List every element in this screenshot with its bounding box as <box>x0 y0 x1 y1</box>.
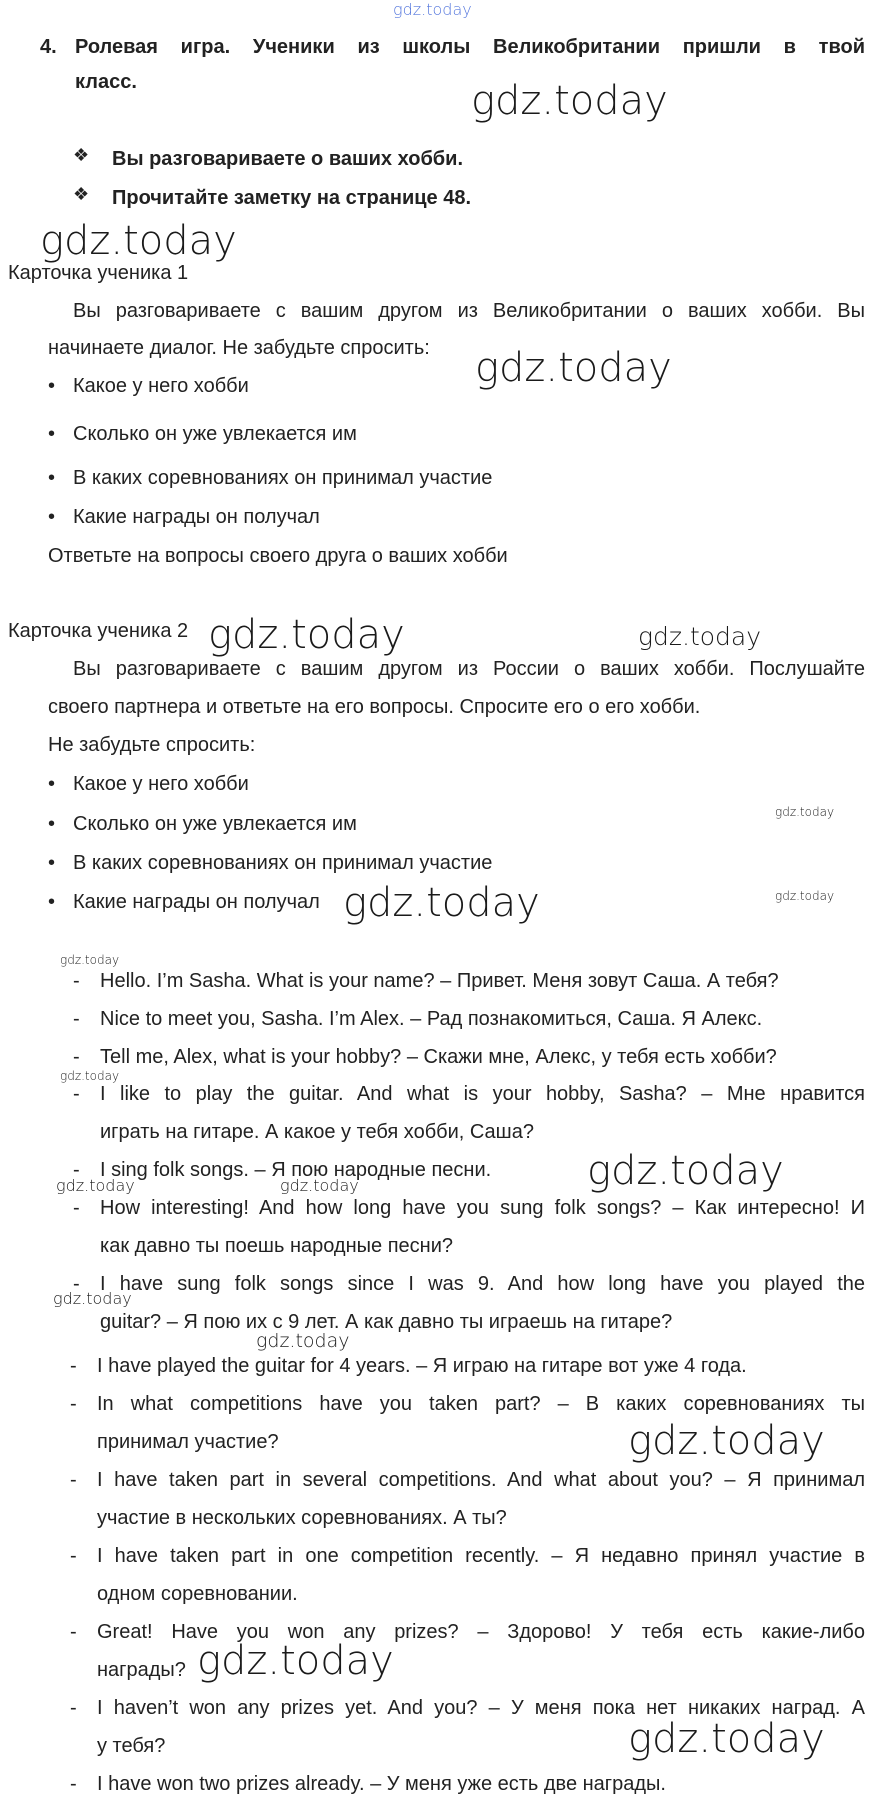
watermark: gdz.today <box>208 612 405 658</box>
bullet-icon: • <box>48 813 56 835</box>
watermark: gdz.today <box>775 889 835 903</box>
task-bullet: Вы разговариваете о ваших хобби. <box>112 148 464 170</box>
dialogue-line: I like to play the guitar. And what is your hobby, Sasha? – Мне нравится <box>100 1083 865 1105</box>
dialogue-line: I have won two prizes already. – У меня уже есть две награды. <box>97 1773 666 1795</box>
dialogue-line-cont: награды? <box>97 1659 186 1681</box>
watermark: gdz.today <box>53 1289 132 1308</box>
card1-title: Карточка ученика 1 <box>8 262 189 284</box>
dialogue-line: I have taken part in one competition recently. – Я недавно принял участие в <box>97 1545 865 1567</box>
bullet-icon: • <box>48 467 56 489</box>
dialogue-line: Great! Have you won any prizes? – Здорово! У тебя есть какие-либо <box>97 1621 865 1643</box>
card1-intro: начинаете диалог. Не забудьте спросить: <box>48 337 430 359</box>
dialogue-line-cont: участие в нескольких соревнованиях. А ты? <box>97 1507 507 1529</box>
dialogue-line: I sing folk songs. – Я пою народные песни. <box>100 1159 492 1181</box>
dash: - <box>70 1773 77 1795</box>
card1-outro: Ответьте на вопросы своего друга о ваших хобби <box>48 545 508 567</box>
dialogue-line: I haven’t won any prizes yet. And you? – У меня пока нет никаких наград. А <box>97 1697 865 1719</box>
watermark: gdz.today <box>471 78 668 124</box>
dash: - <box>70 1469 77 1491</box>
dash: - <box>73 1046 80 1068</box>
card2-item: Сколько он уже увлекается им <box>73 813 357 835</box>
bullet-icon: • <box>48 891 56 913</box>
dialogue-line: Tell me, Alex, what is your hobby? – Скажи мне, Алекс, у тебя есть хобби? <box>100 1046 777 1068</box>
dash: - <box>73 1008 80 1030</box>
watermark: gdz.today <box>60 1069 120 1083</box>
dialogue-line: In what competitions have you taken part? – В каких соревнованиях ты <box>97 1393 865 1415</box>
dialogue-line: I have taken part in several competitions. And what about you? – Я принимал <box>97 1469 865 1491</box>
watermark: gdz.today <box>628 1418 825 1464</box>
watermark: gdz.today <box>197 1638 394 1684</box>
dash: - <box>70 1545 77 1567</box>
diamond-bullet-icon: ❖ <box>73 145 90 165</box>
bullet-icon: • <box>48 852 56 874</box>
watermark: gdz.today <box>475 345 672 391</box>
dash: - <box>70 1621 77 1643</box>
dialogue-line: I have sung folk songs since I was 9. And how long have you played the <box>100 1273 865 1295</box>
card2-item: Какие награды он получал <box>73 891 320 913</box>
dash: - <box>70 1355 77 1377</box>
task-number: 4. <box>40 36 57 58</box>
task-title-line2: класс. <box>75 71 137 93</box>
card1-item: В каких соревнованиях он принимал участие <box>73 467 493 489</box>
dialogue-line-cont: играть на гитаре. А какое у тебя хобби, Саша? <box>100 1121 534 1143</box>
dash: - <box>73 970 80 992</box>
watermark-top: gdz.today <box>393 0 472 19</box>
dialogue-line: I have played the guitar for 4 years. – Я играю на гитаре вот уже 4 года. <box>97 1355 747 1377</box>
dash: - <box>70 1697 77 1719</box>
dialogue-line-cont: принимал участие? <box>97 1431 279 1453</box>
dialogue-line-cont: одном соревновании. <box>97 1583 298 1605</box>
dash: - <box>70 1393 77 1415</box>
dash: - <box>73 1197 80 1219</box>
watermark: gdz.today <box>628 1716 825 1762</box>
watermark: gdz.today <box>56 1176 135 1195</box>
card2-item: В каких соревнованиях он принимал участие <box>73 852 493 874</box>
watermark: gdz.today <box>280 1176 359 1195</box>
card2-title: Карточка ученика 2 <box>8 620 189 642</box>
card2-item: Какое у него хобби <box>73 773 249 795</box>
dash: - <box>73 1273 80 1295</box>
dialogue-line-cont: у тебя? <box>97 1735 166 1757</box>
diamond-bullet-icon: ❖ <box>73 184 90 204</box>
card1-item: Сколько он уже увлекается им <box>73 423 357 445</box>
watermark: gdz.today <box>775 805 835 819</box>
task-bullet: Прочитайте заметку на странице 48. <box>112 187 472 209</box>
bullet-icon: • <box>48 773 56 795</box>
card1-intro: Вы разговариваете с вашим другом из Великобритании о ваших хобби. Вы <box>73 300 865 322</box>
dialogue-line: Nice to meet you, Sasha. I’m Alex. – Рад познакомиться, Саша. Я Алекс. <box>100 1008 763 1030</box>
watermark: gdz.today <box>587 1148 784 1194</box>
bullet-icon: • <box>48 506 56 528</box>
bullet-icon: • <box>48 375 56 397</box>
dialogue-line: Hello. I’m Sasha. What is your name? – Привет. Меня зовут Саша. А тебя? <box>100 970 779 992</box>
dialogue-line: How interesting! And how long have you sung folk songs? – Как интересно! И <box>100 1197 865 1219</box>
dialogue-line-cont: guitar? – Я пою их с 9 лет. А как давно ты играешь на гитаре? <box>100 1311 673 1333</box>
watermark: gdz.today <box>40 218 237 264</box>
task-title-line1: Ролевая игра. Ученики из школы Великобритании пришли в твой <box>75 36 865 58</box>
card1-item: Какое у него хобби <box>73 375 249 397</box>
dash: - <box>73 1159 80 1181</box>
watermark: gdz.today <box>638 622 762 651</box>
card2-intro: своего партнера и ответьте на его вопросы. Спросите его о его хобби. <box>48 696 701 718</box>
watermark: gdz.today <box>343 880 540 926</box>
bullet-icon: • <box>48 423 56 445</box>
card1-item: Какие награды он получал <box>73 506 320 528</box>
watermark: gdz.today <box>60 953 120 967</box>
card2-intro: Вы разговариваете с вашим другом из России о ваших хобби. Послушайте <box>73 658 865 680</box>
card2-intro: Не забудьте спросить: <box>48 734 256 756</box>
watermark: gdz.today <box>256 1330 350 1352</box>
dash: - <box>73 1083 80 1105</box>
dialogue-line-cont: как давно ты поешь народные песни? <box>100 1235 453 1257</box>
